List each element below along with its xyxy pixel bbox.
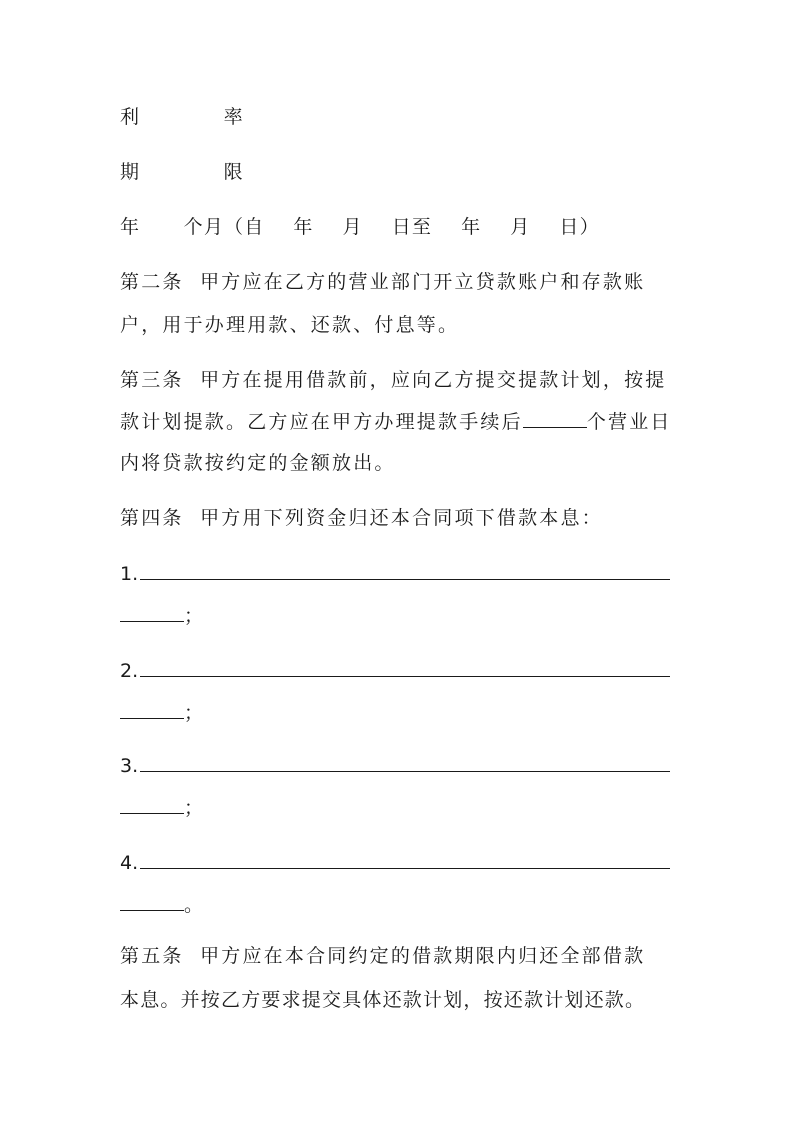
repayment-source-3: [120, 753, 670, 778]
article-5-line-1: 第五条 甲方应在本合同约定的借款期限内归还全部借款: [120, 945, 646, 967]
repayment-source-blank[interactable]: [140, 850, 670, 869]
article-5-line-2: 本息。并按乙方要求提交具体还款计划，按还款计划还款。: [120, 989, 646, 1011]
repayment-source-number: 2.: [120, 660, 139, 682]
repayment-source-number: 3.: [120, 755, 139, 777]
repayment-source-2-cont: [120, 700, 203, 725]
repayment-source-blank-cont[interactable]: [120, 892, 184, 911]
article-3-line-3: 内将贷款按约定的金额放出。: [120, 452, 396, 474]
repayment-source-end: 。: [184, 894, 204, 916]
repayment-source-blank[interactable]: [140, 658, 670, 677]
term-label: 期 限: [120, 161, 245, 183]
interest-rate-label: 利 率: [120, 106, 245, 128]
repayment-source-blank-cont[interactable]: [120, 700, 184, 719]
repayment-source-blank[interactable]: [140, 753, 670, 772]
repayment-source-blank[interactable]: [140, 561, 670, 580]
article-4-line-1: 第四条 甲方用下列资金归还本合同项下借款本息：: [120, 507, 603, 529]
repayment-source-end: ；: [184, 702, 204, 724]
repayment-source-blank-cont[interactable]: [120, 795, 184, 814]
article-3-line-2-before: 款计划提款。乙方应在甲方办理提款手续后: [120, 411, 523, 433]
repayment-source-4: [120, 850, 670, 875]
repayment-source-2: [120, 658, 670, 683]
article-3-line-2-after: 个营业日: [586, 411, 672, 433]
repayment-source-4-cont: [120, 892, 203, 917]
article-3-line-2: [120, 409, 672, 434]
repayment-source-1-cont: [120, 603, 203, 628]
article-2-line-1: 第二条 甲方应在乙方的营业部门开立贷款账户和存款账: [120, 271, 646, 293]
business-days-blank[interactable]: [523, 409, 587, 428]
repayment-source-end: ；: [184, 797, 204, 819]
repayment-source-3-cont: [120, 795, 203, 820]
repayment-source-1: [120, 561, 670, 586]
repayment-source-number: 4.: [120, 852, 139, 874]
article-3-line-1: 第三条 甲方在提用借款前，应向乙方提交提款计划，按提: [120, 369, 667, 391]
repayment-source-end: ；: [184, 605, 204, 627]
article-2-line-2: 户，用于办理用款、还款、付息等。: [120, 314, 460, 336]
repayment-source-blank-cont[interactable]: [120, 603, 184, 622]
repayment-source-number: 1.: [120, 563, 139, 585]
term-value: 年 个月（自 年 月 日至 年 月 日）: [120, 216, 600, 238]
